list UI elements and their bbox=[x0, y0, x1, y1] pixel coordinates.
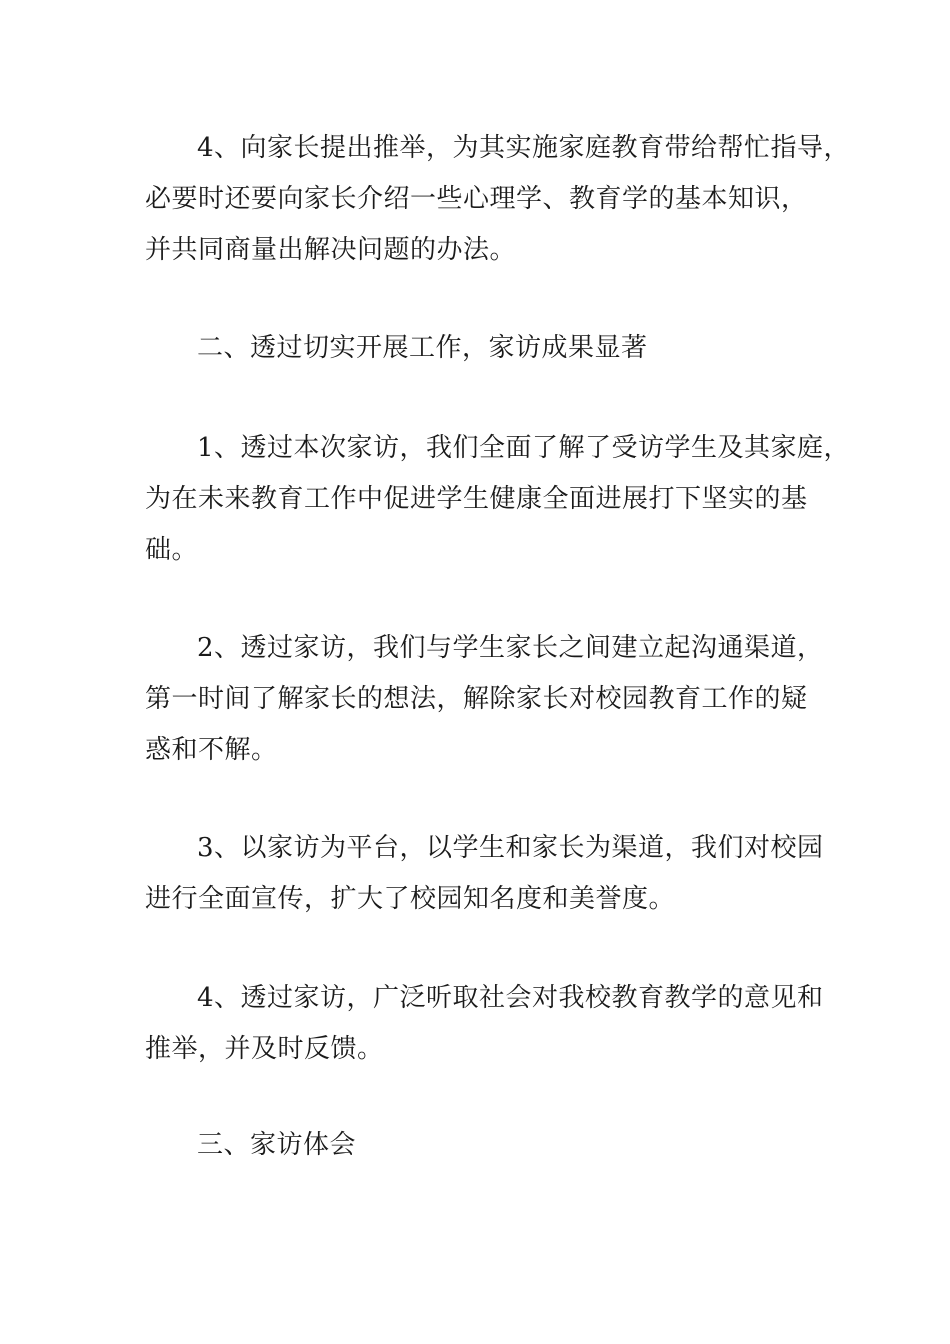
text-line: 惑和不解。 bbox=[145, 735, 278, 765]
section-heading-experience bbox=[145, 1120, 825, 1171]
text-line: 4、透过家访，广泛听取社会对我校教育教学的意见和 bbox=[197, 983, 824, 1013]
text-line: 础。 bbox=[145, 535, 199, 565]
section-heading-results bbox=[145, 323, 825, 374]
text-line: 进行全面宣传，扩大了校园知名度和美誉度。 bbox=[145, 884, 676, 914]
heading-text: 二、透过切实开展工作，家访成果显著 bbox=[197, 333, 648, 363]
text-line: 2、透过家访，我们与学生家长之间建立起沟通渠道， bbox=[197, 633, 824, 663]
text-line: 并共同商量出解决问题的办法。 bbox=[145, 235, 517, 265]
paragraph-result-4 bbox=[145, 973, 825, 1075]
text-line: 为在未来教育工作中促进学生健康全面进展打下坚实的基 bbox=[145, 484, 808, 514]
text-line: 3、以家访为平台，以学生和家长为渠道，我们对校园 bbox=[197, 833, 824, 863]
heading-text: 三、家访体会 bbox=[197, 1130, 357, 1160]
text-line: 必要时还要向家长介绍一些心理学、教育学的基本知识， bbox=[145, 184, 808, 214]
paragraph-result-3 bbox=[145, 823, 825, 925]
text-line: 1、透过本次家访，我们全面了解了受访学生及其家庭， bbox=[197, 433, 851, 463]
text-line: 第一时间了解家长的想法，解除家长对校园教育工作的疑 bbox=[145, 684, 808, 714]
paragraph-result-2 bbox=[145, 623, 825, 776]
paragraph-home-guidance bbox=[145, 123, 851, 276]
text-line: 推举，并及时反馈。 bbox=[145, 1034, 384, 1064]
paragraph-result-1 bbox=[145, 423, 851, 576]
text-line: 4、向家长提出推举，为其实施家庭教育带给帮忙指导， bbox=[197, 133, 851, 163]
